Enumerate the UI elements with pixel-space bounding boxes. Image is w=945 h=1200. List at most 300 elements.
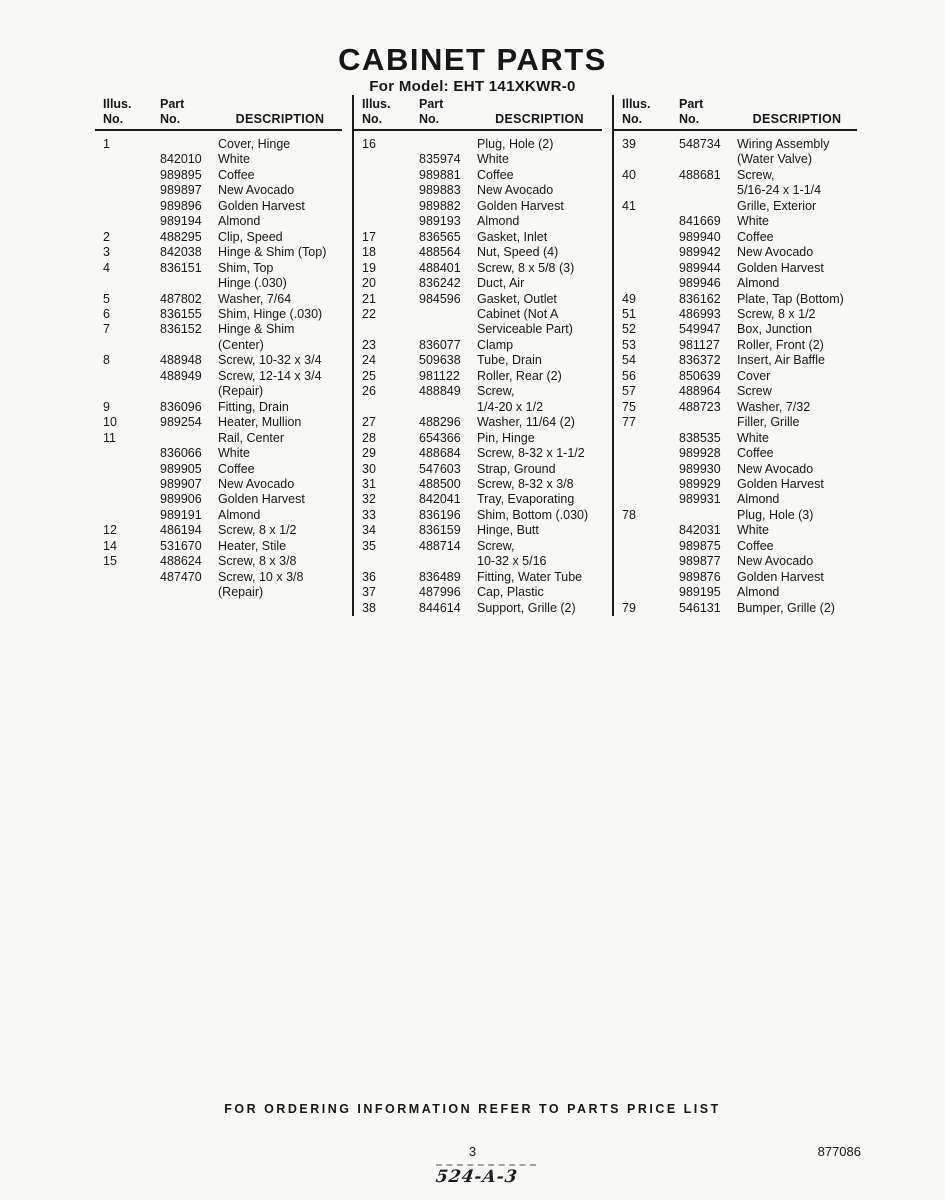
illus-no-cell: [622, 276, 679, 291]
handwritten-underline: [436, 1164, 536, 1166]
part-no-cell: 836372: [679, 353, 721, 368]
part-no-cell: 836066: [160, 446, 202, 461]
illus-no-cell: 26: [362, 384, 376, 399]
illus-no-cell: [622, 570, 679, 585]
part-no-cell: 836162: [679, 291, 721, 306]
description-cell: Plug, Hole (3): [737, 507, 814, 522]
description-cell: Screw,: [477, 538, 515, 553]
table-row: [622, 554, 865, 569]
table-row: [622, 245, 865, 260]
illus-no-cell: 11: [103, 430, 116, 445]
description-cell: White: [737, 523, 769, 538]
illus-no-cell: [622, 261, 679, 276]
table-row: [362, 322, 610, 337]
header-description: DESCRIPTION: [752, 111, 842, 126]
table-row: [103, 492, 350, 507]
part-no-cell: 836489: [419, 569, 461, 584]
table-row: [103, 477, 350, 492]
table-row: [103, 230, 350, 245]
description-cell: Support, Grille (2): [477, 600, 576, 615]
description-cell: Almond: [218, 507, 261, 522]
table-row: [103, 400, 350, 415]
illus-no-cell: [362, 199, 419, 214]
description-cell: Golden Harvest: [218, 492, 305, 507]
table-row: [362, 152, 610, 167]
part-no-cell: 488684: [419, 446, 461, 461]
part-no-cell: 989928: [679, 446, 721, 461]
table-row: [362, 523, 610, 538]
illus-no-cell: [103, 492, 160, 507]
description-cell: Bumper, Grille (2): [737, 600, 835, 615]
table-row: [103, 462, 350, 477]
part-no-cell: 844614: [419, 600, 461, 615]
part-no-cell: [419, 322, 477, 337]
table-row: [622, 152, 865, 167]
column-header: [614, 95, 857, 131]
illus-no-cell: 51: [622, 306, 636, 321]
table-row: [622, 199, 865, 214]
part-no-cell: [679, 183, 737, 198]
description-cell: Gasket, Inlet: [477, 229, 548, 244]
illus-no-cell: [622, 245, 679, 260]
description-cell: Plate, Tap (Bottom): [737, 291, 844, 306]
illus-no-cell: 56: [622, 368, 636, 383]
table-row: [362, 168, 610, 183]
table-row: [362, 307, 610, 322]
table-row: [362, 431, 610, 446]
description-cell: Roller, Front (2): [737, 337, 824, 352]
description-cell: Screw: [737, 384, 772, 399]
description-cell: Washer, 7/64: [218, 291, 292, 306]
part-no-cell: 488964: [679, 384, 721, 399]
table-rows: [614, 131, 867, 616]
part-no-cell: 487470: [160, 569, 202, 584]
illus-no-cell: 78: [622, 507, 636, 522]
illus-no-cell: [622, 431, 679, 446]
part-no-cell: 546131: [679, 600, 721, 615]
description-cell: Roller, Rear (2): [477, 368, 562, 383]
table-row: [103, 415, 350, 430]
part-no-cell: 836151: [160, 260, 202, 275]
illus-no-cell: [362, 168, 419, 183]
table-row: [103, 431, 350, 446]
page-number: 3: [468, 1144, 477, 1159]
description-cell: Screw, 8 x 1/2: [737, 306, 816, 321]
description-cell: Golden Harvest: [737, 476, 824, 491]
table-row: [622, 261, 865, 276]
table-row: [362, 369, 610, 384]
illus-no-cell: 22: [362, 306, 376, 321]
illus-no-cell: 37: [362, 585, 376, 600]
table-row: [103, 554, 350, 569]
part-no-cell: [160, 431, 218, 446]
illus-no-cell: [103, 462, 160, 477]
table-row: [622, 322, 865, 337]
illus-no-cell: 9: [103, 399, 110, 414]
part-no-cell: 989877: [679, 554, 721, 569]
description-cell: Shim, Bottom (.030): [477, 507, 589, 522]
table-row: [103, 353, 350, 368]
illus-no-cell: 25: [362, 368, 376, 383]
illus-no-cell: [362, 554, 419, 569]
part-no-cell: 488296: [419, 415, 461, 430]
description-cell: Almond: [737, 585, 780, 600]
description-cell: 5/16-24 x 1-1/4: [737, 183, 822, 198]
part-no-cell: 989931: [679, 492, 721, 507]
illus-no-cell: 49: [622, 291, 636, 306]
description-cell: White: [737, 430, 769, 445]
part-no-cell: 531670: [160, 538, 202, 553]
illus-no-cell: 53: [622, 337, 636, 352]
parts-column-1: [95, 95, 352, 616]
part-no-cell: 486194: [160, 523, 202, 538]
part-no-cell: 488624: [160, 554, 202, 569]
illus-no-cell: [103, 570, 160, 585]
description-cell: New Avocado: [218, 476, 295, 491]
header-description: DESCRIPTION: [495, 111, 584, 126]
table-row: [622, 369, 865, 384]
table-row: [362, 585, 610, 600]
illus-no-cell: 36: [362, 569, 376, 584]
table-row: [103, 523, 350, 538]
part-no-cell: [679, 199, 737, 214]
part-no-cell: 488949: [160, 368, 202, 383]
part-no-cell: [419, 554, 477, 569]
illus-no-cell: [103, 369, 160, 384]
illus-no-cell: 1: [103, 137, 110, 151]
illus-no-cell: [362, 214, 419, 229]
part-no-cell: 842031: [679, 523, 721, 538]
part-no-cell: 989905: [160, 461, 202, 476]
part-no-cell: 989906: [160, 492, 202, 507]
table-row: [362, 245, 610, 260]
table-row: [103, 152, 350, 167]
table-row: [362, 508, 610, 523]
description-cell: White: [218, 152, 250, 167]
description-cell: Strap, Ground: [477, 461, 556, 476]
doc-number: 877086: [817, 1144, 861, 1159]
description-cell: Hinge & Shim: [218, 322, 295, 337]
table-row: [622, 539, 865, 554]
illus-no-cell: [622, 152, 679, 167]
description-cell: Insert, Air Baffle: [737, 353, 826, 368]
description-cell: Clip, Speed: [218, 229, 283, 244]
part-no-cell: 547603: [419, 461, 461, 476]
part-no-cell: 989930: [679, 461, 721, 476]
table-row: [362, 338, 610, 353]
part-no-cell: 487802: [160, 291, 202, 306]
model-subtitle: For Model: EHT 141XKWR-0: [369, 78, 576, 95]
description-cell: Cover, Hinge: [218, 137, 291, 151]
illus-no-cell: 16: [362, 137, 376, 151]
description-cell: Plug, Hole (2): [477, 137, 554, 151]
table-row: [362, 492, 610, 507]
part-no-cell: [419, 137, 477, 152]
illus-no-cell: [103, 585, 160, 600]
table-row: [362, 415, 610, 430]
illus-no-cell: [622, 230, 679, 245]
description-cell: Screw, 10-32 x 3/4: [218, 353, 322, 368]
description-cell: Washer, 7/32: [737, 399, 811, 414]
table-row: [362, 601, 610, 616]
description-cell: Wiring Assembly: [737, 137, 830, 151]
description-cell: Screw, 12-14 x 3/4: [218, 368, 322, 383]
description-cell: Tube, Drain: [477, 353, 542, 368]
table-row: [622, 137, 865, 152]
illus-no-cell: [622, 214, 679, 229]
illus-no-cell: 21: [362, 291, 376, 306]
illus-no-cell: 31: [362, 476, 376, 491]
illus-no-cell: 17: [362, 229, 376, 244]
part-no-cell: 509638: [419, 353, 461, 368]
part-no-cell: 989254: [160, 415, 202, 430]
part-no-cell: [419, 400, 477, 415]
part-no-cell: 488948: [160, 353, 202, 368]
table-row: [103, 338, 350, 353]
table-row: [622, 307, 865, 322]
part-no-cell: 989942: [679, 245, 721, 260]
description-cell: Screw, 8-32 x 3/8: [477, 476, 574, 491]
table-row: [103, 384, 350, 399]
description-cell: Grille, Exterior: [737, 198, 817, 213]
part-no-cell: 989194: [160, 214, 202, 229]
part-no-cell: 488401: [419, 260, 461, 275]
description-cell: Gasket, Outlet: [477, 291, 557, 306]
part-no-cell: [679, 508, 737, 523]
illus-no-cell: [362, 183, 419, 198]
part-no-cell: 488564: [419, 245, 461, 260]
illus-no-cell: [622, 492, 679, 507]
illus-no-cell: 18: [362, 245, 376, 260]
table-row: [103, 369, 350, 384]
description-cell: Fitting, Drain: [218, 399, 289, 414]
description-cell: White: [737, 214, 769, 229]
part-no-cell: [679, 415, 737, 430]
illus-no-cell: 57: [622, 384, 636, 399]
table-row: [622, 338, 865, 353]
description-cell: Almond: [218, 214, 261, 229]
header-part-no: Part No.: [160, 97, 185, 126]
table-row: [103, 137, 350, 152]
part-no-cell: 835974: [419, 152, 461, 167]
illus-no-cell: [622, 462, 679, 477]
illus-no-cell: [622, 477, 679, 492]
part-no-cell: 850639: [679, 368, 721, 383]
header-illus-no: Illus. No.: [362, 97, 391, 126]
table-row: [622, 570, 865, 585]
description-cell: Shim, Hinge (.030): [218, 306, 323, 321]
table-row: [622, 477, 865, 492]
part-no-cell: 989944: [679, 260, 721, 275]
table-row: [362, 462, 610, 477]
description-cell: Golden Harvest: [737, 260, 824, 275]
table-rows: [95, 131, 352, 601]
part-no-cell: [419, 307, 477, 322]
illus-no-cell: 24: [362, 353, 376, 368]
part-no-cell: [160, 276, 218, 291]
table-row: [103, 276, 350, 291]
table-row: [362, 230, 610, 245]
description-cell: New Avocado: [737, 245, 814, 260]
description-cell: Heater, Mullion: [218, 415, 302, 430]
illus-no-cell: 15: [103, 554, 117, 569]
illus-no-cell: 30: [362, 461, 376, 476]
illus-no-cell: [103, 276, 160, 291]
part-no-cell: 981122: [419, 368, 460, 383]
description-cell: Coffee: [218, 167, 255, 182]
description-cell: Almond: [737, 492, 780, 507]
description-cell: Rail, Center: [218, 430, 284, 445]
table-row: [103, 261, 350, 276]
illus-no-cell: [103, 199, 160, 214]
illus-no-cell: 41: [622, 198, 636, 213]
description-cell: Pin, Hinge: [477, 430, 535, 445]
illus-no-cell: 12: [103, 523, 117, 538]
illus-no-cell: 33: [362, 507, 376, 522]
part-no-cell: 836155: [160, 306, 202, 321]
part-no-cell: 836096: [160, 399, 202, 414]
part-no-cell: 989883: [419, 183, 461, 198]
illus-no-cell: 75: [622, 399, 636, 414]
table-row: [362, 477, 610, 492]
description-cell: Screw,: [737, 167, 775, 182]
illus-no-cell: [103, 508, 160, 523]
table-row: [362, 384, 610, 399]
part-no-cell: 984596: [419, 291, 461, 306]
description-cell: Almond: [737, 276, 780, 291]
description-cell: Golden Harvest: [737, 569, 824, 584]
illus-no-cell: 27: [362, 415, 376, 430]
table-row: [622, 508, 865, 523]
part-no-cell: 981127: [679, 337, 720, 352]
description-cell: Screw, 8 x 5/8 (3): [477, 260, 575, 275]
description-cell: White: [218, 446, 250, 461]
illus-no-cell: [362, 322, 419, 337]
description-cell: Golden Harvest: [477, 198, 564, 213]
table-row: [362, 554, 610, 569]
table-row: [103, 168, 350, 183]
table-row: [362, 539, 610, 554]
table-row: [362, 292, 610, 307]
description-cell: New Avocado: [737, 461, 814, 476]
illus-no-cell: [103, 214, 160, 229]
description-cell: New Avocado: [737, 554, 814, 569]
header-illus-no: Illus. No.: [622, 97, 651, 126]
part-no-cell: 989195: [679, 585, 721, 600]
table-row: [362, 400, 610, 415]
part-no-cell: 486993: [679, 306, 721, 321]
illus-no-cell: 28: [362, 430, 376, 445]
description-cell: Screw, 8 x 1/2: [218, 523, 297, 538]
table-row: [622, 400, 865, 415]
part-no-cell: 989940: [679, 229, 721, 244]
part-no-cell: 488723: [679, 399, 721, 414]
description-cell: Hinge (.030): [218, 276, 287, 291]
illus-no-cell: 34: [362, 523, 376, 538]
parts-column-3: [612, 95, 867, 616]
description-cell: Washer, 11/64 (2): [477, 415, 575, 430]
table-row: [622, 292, 865, 307]
part-no-cell: 654366: [419, 430, 461, 445]
ordering-note: FOR ORDERING INFORMATION REFER TO PARTS PRICE LIST: [224, 1102, 721, 1116]
table-row: [103, 292, 350, 307]
part-no-cell: 842041: [419, 492, 461, 507]
table-row: [103, 508, 350, 523]
part-no-cell: 989875: [679, 538, 721, 553]
table-row: [622, 214, 865, 229]
table-row: [362, 261, 610, 276]
description-cell: Cabinet (Not A: [477, 306, 559, 321]
table-row: [103, 322, 350, 337]
illus-no-cell: [103, 338, 160, 353]
description-cell: (Repair): [218, 585, 264, 600]
description-cell: Screw,: [477, 384, 515, 399]
part-no-cell: 989896: [160, 198, 202, 213]
part-no-cell: [160, 338, 218, 353]
part-no-cell: [160, 585, 218, 600]
illus-no-cell: 23: [362, 337, 376, 352]
part-no-cell: 841669: [679, 214, 721, 229]
description-cell: Hinge & Shim (Top): [218, 245, 327, 260]
table-row: [622, 431, 865, 446]
illus-no-cell: 19: [362, 260, 376, 275]
description-cell: Filler, Grille: [737, 415, 800, 430]
table-row: [622, 446, 865, 461]
illus-no-cell: [103, 477, 160, 492]
part-no-cell: [160, 384, 218, 399]
description-cell: (Repair): [218, 384, 264, 399]
illus-no-cell: 10: [103, 415, 117, 430]
illus-no-cell: [622, 523, 679, 538]
part-no-cell: 836152: [160, 322, 202, 337]
illus-no-cell: [362, 152, 419, 167]
part-no-cell: 842010: [160, 152, 202, 167]
part-no-cell: 836242: [419, 276, 461, 291]
illus-no-cell: 4: [103, 260, 110, 275]
table-row: [362, 570, 610, 585]
description-cell: 10-32 x 5/16: [477, 554, 547, 569]
part-no-cell: [679, 152, 737, 167]
table-row: [103, 199, 350, 214]
illus-no-cell: 2: [103, 229, 110, 244]
part-no-cell: 836159: [419, 523, 461, 538]
illus-no-cell: 20: [362, 276, 376, 291]
part-no-cell: 836196: [419, 507, 461, 522]
header-part-no: Part No.: [419, 97, 444, 126]
part-no-cell: 548734: [679, 137, 721, 151]
illus-no-cell: 52: [622, 322, 636, 337]
table-row: [362, 199, 610, 214]
illus-no-cell: 3: [103, 245, 110, 260]
part-no-cell: 989191: [160, 507, 202, 522]
illus-no-cell: 77: [622, 415, 636, 430]
illus-no-cell: [103, 152, 160, 167]
description-cell: Nut, Speed (4): [477, 245, 559, 260]
table-row: [103, 585, 350, 600]
illus-no-cell: [622, 446, 679, 461]
part-no-cell: 488849: [419, 384, 461, 399]
description-cell: Cap, Plastic: [477, 585, 544, 600]
part-no-cell: 989895: [160, 167, 202, 182]
part-no-cell: 549947: [679, 322, 721, 337]
table-row: [103, 570, 350, 585]
column-header: [95, 95, 342, 131]
table-row: [362, 353, 610, 368]
part-no-cell: [160, 137, 218, 152]
illus-no-cell: 35: [362, 538, 376, 553]
description-cell: Tray, Evaporating: [477, 492, 575, 507]
table-row: [622, 585, 865, 600]
